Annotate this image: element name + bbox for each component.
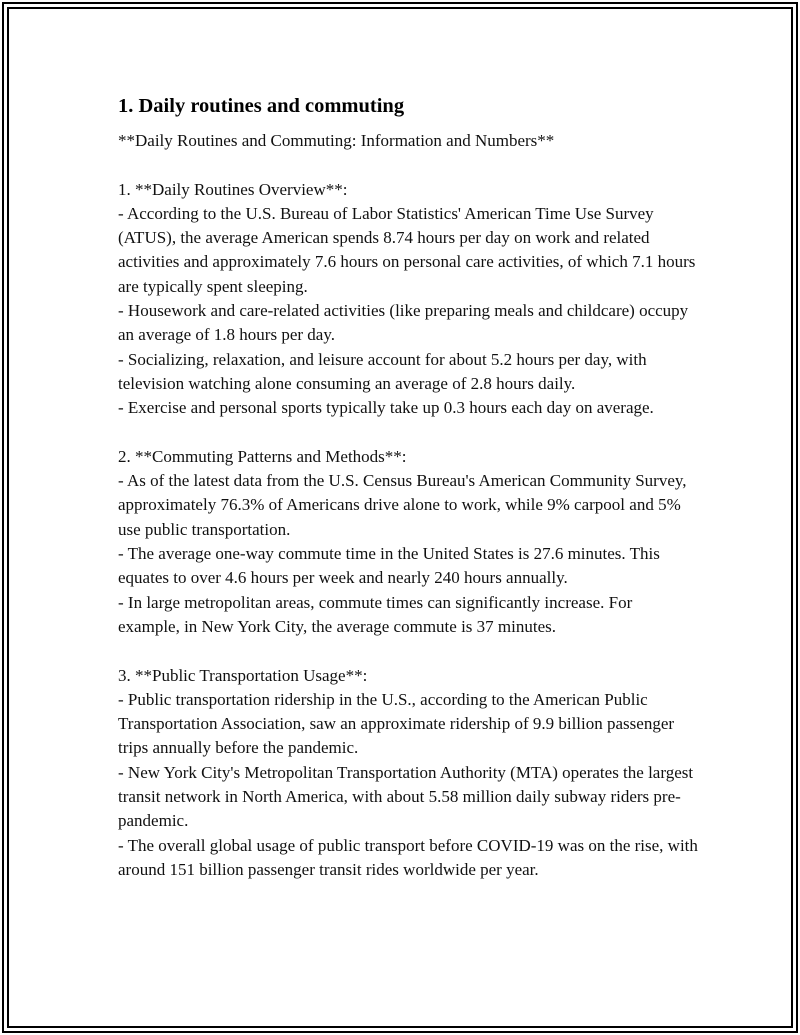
section-title: 1. **Daily Routines Overview**:: [118, 179, 348, 199]
intro-line: **Daily Routines and Commuting: Information and Numbers**: [118, 131, 555, 150]
list-item: - Exercise and personal sports typically take up 0.3 hours each day on average.: [118, 398, 654, 418]
list-item: - Public transportation ridership in the U.S., according to the American Public Transportation Association, saw an approximate ridership of 9.9 billion passenger trips annually before the pandemic.: [118, 689, 675, 758]
list-item: - New York City's Metropolitan Transportation Authority (MTA) operates the largest transit network in North America, with about 5.58 million daily subway riders pre-pandemic.: [118, 762, 694, 831]
list-item: - According to the U.S. Bureau of Labor Statistics' American Time Use Survey (ATUS), the average American spends 8.74 hours per day on work and related activities and approximately 7.6 hours on personal care activities, of which 7.1 hours are typically spent sleeping.: [118, 203, 696, 296]
list-item: - Housework and care-related activities (like preparing meals and childcare) occupy an average of 1.8 hours per day.: [118, 301, 689, 345]
section-title: 2. **Commuting Patterns and Methods**:: [118, 446, 407, 466]
list-item: - The overall global usage of public transport before COVID-19 was on the rise, with around 151 billion passenger transit rides worldwide per year.: [118, 835, 698, 879]
document-heading: 1. Daily routines and commuting: [118, 95, 405, 117]
spacer: [118, 639, 698, 663]
section-title: 3. **Public Transportation Usage**:: [118, 665, 368, 685]
spacer: [118, 153, 698, 177]
list-item: - In large metropolitan areas, commute times can significantly increase. For example, in New York City, the average commute is 37 minutes.: [118, 592, 633, 636]
spacer: [118, 421, 698, 445]
list-item: - Socializing, relaxation, and leisure account for about 5.2 hours per day, with television watching alone consuming an average of 2.8 hours daily.: [118, 349, 647, 393]
document-body: [118, 93, 698, 882]
list-item: - As of the latest data from the U.S. Census Bureau's American Community Survey, approximately 76.3% of Americans drive alone to work, while 9% carpool and 5% use public transportation.: [118, 471, 687, 539]
list-item: - The average one-way commute time in the United States is 27.6 minutes. This equates to over 4.6 hours per week and nearly 240 hours annually.: [118, 544, 660, 588]
